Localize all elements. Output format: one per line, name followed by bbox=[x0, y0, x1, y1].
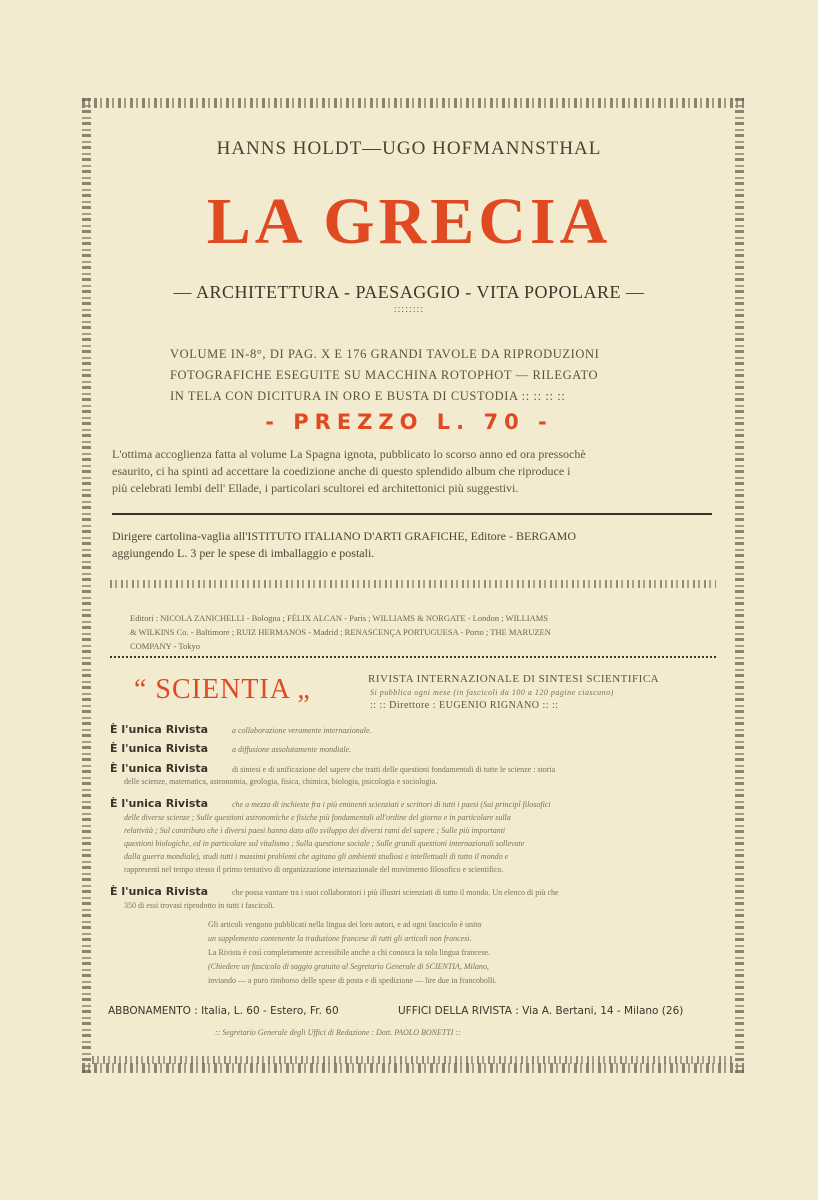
point-1-text: a collaborazione veramente internazionale. bbox=[232, 726, 372, 735]
order-line-1: Dirigere cartolina-vaglia all'ISTITUTO ITALIANO D'ARTI GRAFICHE, Editore - BERGAMO bbox=[112, 529, 576, 543]
dotted-divider bbox=[110, 656, 716, 658]
point-5-lead: È l'unica Rivista bbox=[110, 885, 209, 898]
frame-bottom-border bbox=[82, 1063, 744, 1073]
point-4-line-6: rappresenti nel tempo stesso il primo tentativo di organizzazione internazionale del movimento filosofico e scientifico. bbox=[124, 865, 504, 874]
book-title: LA GRECIA bbox=[206, 185, 612, 258]
point-3-line-2: delle scienze, matematica, astronomia, geologia, fisica, chimica, biologia, psicologia e sociologia. bbox=[124, 777, 438, 786]
volume-line-3: IN TELA CON DICITURA IN ORO E BUSTA DI CUSTODIA :: :: :: :: bbox=[170, 389, 566, 403]
intro-line-3: più celebrati lembi dell' Ellade, i particolari scultorei ed architettonici più suggestivi. bbox=[112, 481, 519, 495]
notice-line-1: Gli articoli vengono pubblicati nella lingua dei loro autori, e ad ogni fascicolo è unito bbox=[208, 920, 482, 929]
ornament-bottom-band bbox=[92, 1056, 732, 1064]
notice-line-4: (Chiedere un fascicolo di saggio gratuito al Segretario Generale di SCIENTIA, Milano, bbox=[208, 962, 489, 971]
point-1-lead: È l'unica Rivista bbox=[110, 723, 209, 736]
book-subtitle: — ARCHITETTURA - PAESAGGIO - VITA POPOLARE — bbox=[173, 282, 645, 302]
divider-rule bbox=[112, 513, 712, 515]
point-4-line-2: delle diverse scienze ; Sulle questioni astronomiche e fisiche più fondamentali all'ordine del giorno e in particolare sulla bbox=[124, 813, 511, 822]
editors-line-1: Editori : NICOLA ZANICHELLI - Bologna ; FÉLIX ALCAN - Paris ; WILLIAMS & NORGATE - London ; WILLIAMS bbox=[130, 613, 549, 623]
office-address: UFFICI DELLA RIVISTA : Via A. Bertani, 14 - Milano (26) bbox=[398, 1005, 684, 1017]
volume-line-2: FOTOGRAFICHE ESEGUITE SU MACCHINA ROTOPHOT — RILEGATO bbox=[170, 368, 599, 382]
secretary-line: :: Segretario Generale degli Uffici di Redazione : Dott. PAOLO BONETTI :: bbox=[215, 1028, 461, 1037]
point-5-line-1: che possa vantare tra i suoi collaboratori i più illustri scienziati di tutto il mondo. Un elenco di più che bbox=[232, 888, 559, 897]
point-5-line-2: 350 di essi trovasi riprodotto in tutti i fascicoli. bbox=[124, 901, 275, 910]
intro-line-2: esaurito, ci ha spinti ad accettare la coedizione anche di questo splendido album che riproduce i bbox=[112, 464, 571, 478]
scientia-director: :: :: Direttore : EUGENIO RIGNANO :: :: bbox=[370, 700, 559, 711]
point-2-lead: È l'unica Rivista bbox=[110, 742, 209, 755]
order-line-2: aggiungendo L. 3 per le spese di imballaggio e postali. bbox=[112, 546, 375, 560]
authors-line: HANNS HOLDT—UGO HOFMANNSTHAL bbox=[216, 138, 602, 159]
ornament-dots: :::::::: bbox=[393, 304, 425, 315]
notice-line-3: La Rivista è così completamente accessibile anche a chi conosca la sola lingua francese. bbox=[208, 948, 491, 957]
subscription-info: ABBONAMENTO : Italia, L. 60 - Estero, Fr. 60 bbox=[108, 1005, 339, 1017]
point-2-text: a diffusione assolutamente mondiale. bbox=[232, 745, 352, 754]
frame-top-border bbox=[82, 98, 744, 108]
point-4-lead: È l'unica Rivista bbox=[110, 797, 209, 810]
point-4-line-5: dalla guerra mondiale), studi tutti i massimi problemi che agitano gli ambienti studiosi e intellettuali di tutto il mondo e bbox=[124, 852, 509, 861]
intro-line-1: L'ottima accoglienza fatta al volume La Spagna ignota, pubblicato lo scorso anno ed ora pressochè bbox=[112, 447, 586, 461]
scientia-title: “ SCIENTIA „ bbox=[134, 674, 311, 705]
point-4-line-3: relatività ; Sul contributo che i diversi paesi hanno dato allo sviluppo dei diversi rami del sapere ; Sulle più importanti bbox=[124, 826, 506, 835]
point-4-line-4: questioni biologiche, ed in particolare sul vitalismo ; Sulla questione sociale ; Sulle grandi questioni internazionali sollevate bbox=[124, 839, 525, 848]
ornament-band bbox=[110, 580, 716, 588]
notice-line-2: un supplemento contenente la traduzione francese di tutti gli articoli non francesi. bbox=[208, 934, 472, 943]
editors-line-2: & WILKINS Co. - Baltimore ; RUIZ HERMANOS - Madrid ; RENASCENÇA PORTUGUESA - Porto ; THE MARUZEN bbox=[130, 627, 551, 637]
scientia-subtitle: RIVISTA INTERNAZIONALE DI SINTESI SCIENTIFICA bbox=[368, 673, 660, 685]
volume-line-1: VOLUME IN-8°, DI PAG. X E 176 GRANDI TAVOLE DA RIPRODUZIONI bbox=[170, 347, 600, 361]
point-3-lead: È l'unica Rivista bbox=[110, 762, 209, 775]
point-3-line-1: di sintesi e di unificazione del sapere che tratti delle questioni fondamentali di tutte le scienze : storia bbox=[232, 765, 556, 774]
price-line: - PREZZO L. 70 - bbox=[265, 410, 553, 434]
scientia-frequency: Si pubblica ogni mese (in fascicoli da 100 a 120 pagine ciascuno) bbox=[370, 688, 614, 697]
editors-line-3: COMPANY - Tokyo bbox=[130, 641, 200, 651]
notice-line-5: inviando — a puro rimborso delle spese di posta e di spedizione — lire due in francobolli. bbox=[208, 976, 497, 985]
point-4-line-1: che a mezzo di inchieste fra i più eminenti scienziati e scrittori di tutti i paesi (Sui principî filosofici bbox=[232, 800, 551, 809]
